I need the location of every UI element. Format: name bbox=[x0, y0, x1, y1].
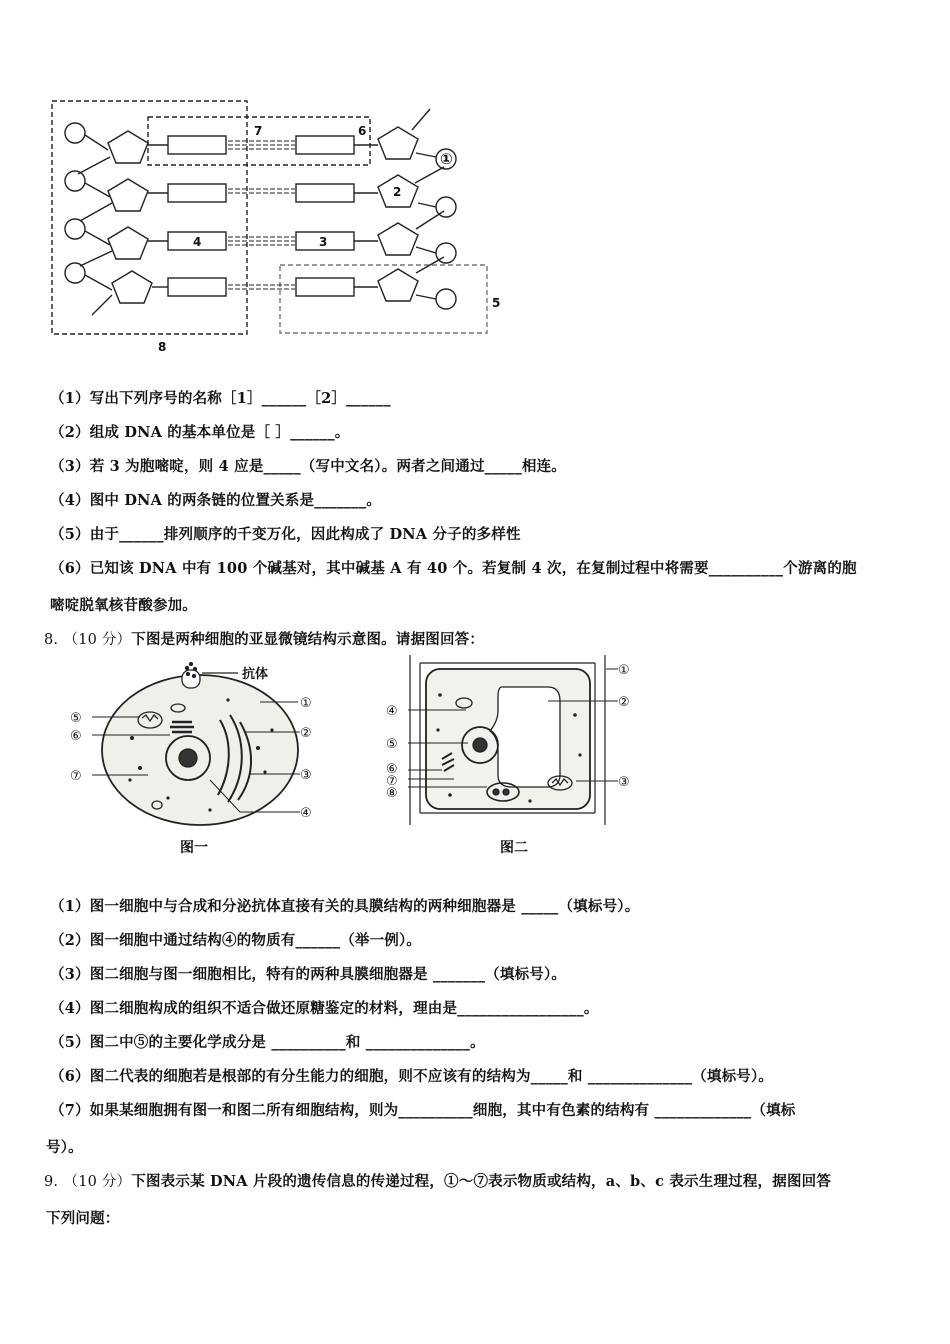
q8-line-1: （1）图一细胞中与合成和分泌抗体直接有关的具膜结构的两种细胞器是 _____（填标号）。 bbox=[50, 898, 640, 915]
q9-number: 9. bbox=[44, 1174, 59, 1190]
q8-line-5: （5）图二中⑤的主要化学成分是 __________和 ______________。 bbox=[50, 1034, 485, 1051]
label-2: 2 bbox=[393, 185, 402, 199]
dna-structure-figure bbox=[40, 95, 520, 360]
fig2-caption: 图二 bbox=[500, 840, 528, 856]
label-5: 5 bbox=[492, 296, 501, 310]
q9-stem-cont: 下列问题： bbox=[46, 1210, 120, 1227]
fig2-label-1: ① bbox=[618, 663, 630, 678]
q8-line-6: （6）图二代表的细胞若是根部的有分生能力的细胞，则不应该有的结构为_____和 ______________（填标号）。 bbox=[50, 1068, 774, 1085]
fig1-label-7: ⑦ bbox=[70, 769, 82, 784]
fig1-label-3: ③ bbox=[300, 768, 312, 783]
label-1: ① bbox=[440, 150, 453, 168]
q7-line-5: （5）由于______排列顺序的千变万化，因此构成了 DNA 分子的多样性 bbox=[50, 526, 521, 543]
fig2-label-3: ③ bbox=[618, 775, 630, 790]
q8-stem: 下图是两种细胞的亚显微镜结构示意图。请据图回答： bbox=[131, 631, 485, 648]
fig1-label-4: ④ bbox=[300, 806, 312, 821]
fig2-label-2: ② bbox=[618, 695, 630, 710]
q9-stem: 下图表示某 DNA 片段的遗传信息的传递过程，①～⑦表示物质或结构，a、b、c 表示生理过程，据图回答 bbox=[131, 1173, 832, 1190]
q7-line-4: （4）图中 DNA 的两条链的位置关系是_______。 bbox=[50, 492, 382, 509]
q8-line-4: （4）图二细胞构成的组织不适合做还原糖鉴定的材料，理由是_________________。 bbox=[50, 1000, 599, 1017]
label-8: 8 bbox=[158, 340, 167, 354]
q9-score: （10 分） bbox=[63, 1174, 132, 1190]
fig2-label-4: ④ bbox=[386, 704, 398, 719]
fig2-label-5: ⑤ bbox=[386, 737, 398, 752]
fig1-antibody: 抗体 bbox=[242, 667, 269, 682]
q8-score: （10 分） bbox=[63, 632, 132, 648]
q8-line-8: 号）。 bbox=[46, 1139, 83, 1156]
q8-line-3: （3）图二细胞与图一细胞相比，特有的两种具膜细胞器是 _______（填标号）。 bbox=[50, 966, 567, 983]
q8-number: 8. bbox=[44, 632, 59, 648]
fig2-label-8: ⑧ bbox=[386, 786, 398, 801]
label-4: 4 bbox=[193, 235, 202, 249]
vacuole bbox=[490, 687, 560, 787]
fig1-label-5: ⑤ bbox=[70, 711, 82, 726]
q7-line-6: （6）已知该 DNA 中有 100 个碱基对，其中碱基 A 有 40 个。若复制 4 次，在复制过程中将需要__________个游离的胞 bbox=[50, 560, 857, 577]
label-6: 6 bbox=[358, 124, 367, 138]
figure-1-animal-cell bbox=[60, 660, 350, 860]
q7-line-1: （1）写出下列序号的名称［1］______［2］______ bbox=[50, 390, 391, 407]
fig1-label-1: ① bbox=[300, 696, 312, 711]
q7-line-3: （3）若 3 为胞嘧啶，则 4 应是_____（写中文名）。两者之间通过_____相连。 bbox=[50, 458, 567, 475]
q7-line-7: 嘧啶脱氧核苷酸参加。 bbox=[50, 597, 197, 614]
fig2-label-6: ⑥ bbox=[386, 762, 398, 777]
fig1-label-2: ② bbox=[300, 726, 312, 741]
fig1-caption: 图一 bbox=[180, 840, 208, 856]
label-7: 7 bbox=[254, 124, 263, 138]
fig1-label-6: ⑥ bbox=[70, 729, 82, 744]
q8-line-7: （7）如果某细胞拥有图一和图二所有细胞结构，则为__________细胞，其中有色素的结构有 _____________（填标 bbox=[50, 1102, 796, 1119]
q8-line-2: （2）图一细胞中通过结构④的物质有______（举一例）。 bbox=[50, 932, 422, 949]
q8-header bbox=[44, 628, 484, 649]
q7-line-2: （2）组成 DNA 的基本单位是［ ］______。 bbox=[50, 424, 350, 441]
fig2-label-7: ⑦ bbox=[386, 774, 398, 789]
label-3: 3 bbox=[319, 235, 328, 249]
figure-2-plant-cell bbox=[380, 655, 660, 860]
cell-membrane bbox=[102, 675, 298, 825]
q9-header bbox=[44, 1170, 831, 1191]
